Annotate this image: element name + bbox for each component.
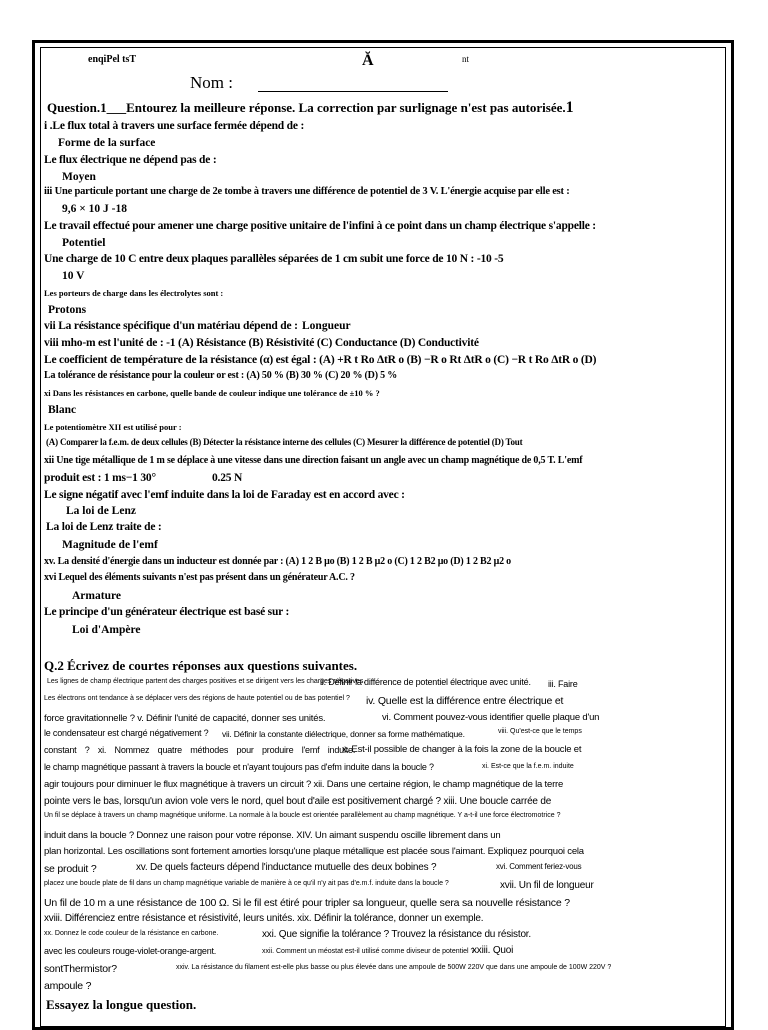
- q2-line: iv. Quelle est la différence entre électrique et: [366, 695, 564, 707]
- q1-answer: La loi de Lenz: [66, 505, 136, 517]
- q2-line: xxiii. Quoi: [472, 945, 514, 956]
- q1-answer: Blanc: [48, 404, 77, 416]
- q2-line: xi. Est-ce que la f.e.m. induite: [482, 763, 574, 770]
- q1-line: xvi Lequel des éléments suivants n'est pas présent dans un générateur A.C. ?: [44, 572, 355, 583]
- q2-line: vii. Définir la constante diélectrique, donner sa forme mathématique.: [222, 729, 465, 739]
- q2-line: x. Est-il possible de changer à la fois la zone de la boucle et: [342, 744, 582, 755]
- question-1-title-mark: 1: [565, 99, 574, 116]
- q2-line: agir toujours pour diminuer le flux magnétique à travers un circuit ? xii. Dans une certaine région, le champ magnétique de la terre: [44, 779, 564, 790]
- q2-line: Un fil de 10 m a une résistance de 100 Ω. Si le fil est étiré pour tripler sa longueur, quelle sera sa nouvelle résistance ?: [44, 897, 570, 909]
- question-1-title-text: Question.1___Entourez la meilleure réponse. La correction par surlignage n'est pas autorisée.: [47, 100, 566, 115]
- q1-line: iii Une particule portant une charge de 2e tombe à travers une différence de potentiel de 3 V. L'énergie acquise par elle est :: [44, 186, 570, 197]
- header-center-text: Ă: [362, 52, 374, 69]
- q2-line: Un fil se déplace à travers un champ magnétique uniforme. La normale à la boucle est orientée parallèlement au champ magnétique. Y a-t-il une force électromotrice ?: [44, 812, 561, 819]
- q2-line: vi. Comment pouvez-vous identifier quelle plaque d'un: [382, 712, 600, 723]
- q2-line: viii. Qu'est-ce que le temps: [498, 728, 582, 735]
- q1-answer: Armature: [72, 590, 121, 602]
- q1-line: 0.25 N: [212, 472, 243, 484]
- q1-answer: Loi d'Ampère: [72, 624, 141, 636]
- q1-answer: Moyen: [62, 171, 96, 183]
- q2-line: xviii. Différenciez entre résistance et résistivité, leurs unités. xix. Définir la tolérance, donner un exemple.: [44, 913, 484, 924]
- q1-line: Le principe d'un générateur électrique est basé sur :: [44, 606, 290, 618]
- q1-answer: Longueur: [302, 320, 351, 332]
- q1-line: La tolérance de résistance pour la couleur or est : (A) 50 % (B) 30 % (C) 20 % (D) 5 %: [44, 370, 398, 381]
- q2-line: avec les couleurs rouge-violet-orange-argent.: [44, 946, 217, 956]
- q1-line: vii La résistance spécifique d'un matériau dépend de :: [44, 320, 298, 332]
- header-right-text: nt: [462, 54, 470, 64]
- q2-line: le champ magnétique passant à travers la boucle et n'ayant toujours pas d'efm induite dans la boucle ?: [44, 762, 434, 772]
- q1-line: Le coefficient de température de la résistance (α) est égal : (A) +R t Ro ΔtR o (B) −R o Rt ΔtR o (C) −R t Ro ΔtR o (D): [44, 354, 597, 366]
- nom-underline: [258, 91, 448, 92]
- q1-answer: Protons: [48, 304, 87, 316]
- q1-answer: 10 V: [62, 270, 85, 282]
- question-1-title: [47, 99, 574, 117]
- q2-line: Les lignes de champ électrique partent des charges positives et se dirigent vers les charges négatives.: [47, 678, 366, 685]
- q1-line: i .Le flux total à travers une surface fermée dépend de :: [44, 120, 305, 132]
- q2-line: xxii. Comment un méostat est-il utilisé comme diviseur de potentiel ?: [262, 948, 475, 955]
- q2-line: ampoule ?: [44, 980, 92, 992]
- q1-answer: Magnitude de l'emf: [62, 539, 158, 551]
- question-3-title: Essayez la longue question.: [46, 997, 197, 1012]
- q1-answer: Forme de la surface: [58, 137, 156, 149]
- q2-line: xvi. Comment feriez-vous: [496, 862, 582, 871]
- q1-answer: Potentiel: [62, 237, 106, 249]
- nom-label: Nom :: [190, 73, 233, 92]
- q1-line: xv. La densité d'énergie dans un inducteur est donnée par : (A) 1 2 B μo (B) 1 2 B μ2 o (C) 1 2 B2 μo (D) 1 2 B2 μ2 o: [44, 556, 511, 567]
- header-left-text: enqiPel tsT: [88, 54, 137, 65]
- q2-line: se produit ?: [44, 863, 97, 875]
- q2-line: force gravitationnelle ? v. Définir l'unité de capacité, donner ses unités.: [44, 713, 326, 724]
- q1-line: viii mho-m est l'unité de : -1 (A) Résistance (B) Résistivité (C) Conductance (D) Conductivité: [44, 337, 479, 349]
- q1-line: Les porteurs de charge dans les électrolytes sont :: [44, 288, 224, 298]
- question-2-title: Q.2 Écrivez de courtes réponses aux questions suivantes.: [44, 658, 358, 673]
- q2-line: placez une boucle plate de fil dans un champ magnétique variable de manière à ce qu'il n'y ait pas d'e.m.f. induite dans la boucle ?: [44, 880, 449, 887]
- q1-answer: 9,6 × 10 J -18: [62, 203, 128, 215]
- q2-line: Les électrons ont tendance à se déplacer vers des régions de haute potentiel ou de bas potentiel ?: [44, 695, 350, 702]
- q2-line: xvii. Un fil de longueur: [500, 880, 594, 891]
- q2-line: le condensateur est chargé négativement ?: [44, 728, 209, 738]
- q2-line: xv. De quels facteurs dépend l'inductance mutuelle des deux bobines ?: [136, 862, 437, 873]
- q1-line: Le potentiomètre XII est utilisé pour :: [44, 422, 182, 432]
- q2-line: ii. Définir la différence de potentiel électrique avec unité.: [320, 677, 531, 687]
- q2-line: xx. Donnez le code couleur de la résistance en carbone.: [44, 930, 219, 937]
- q2-line: xxiv. La résistance du filament est-elle plus basse ou plus élevée dans une ampoule de 500W 220V que dans une ampoule de 100W 220V ?: [176, 964, 612, 971]
- q1-line: (A) Comparer la f.e.m. de deux cellules (B) Détecter la résistance interne des cellules (C) Mesurer la différence de potentiel (D) Tout: [46, 437, 523, 447]
- q1-line: xi Dans les résistances en carbone, quelle bande de couleur indique une tolérance de ±10 % ?: [44, 388, 380, 398]
- q1-line: Le signe négatif avec l'emf induite dans la loi de Faraday est en accord avec :: [44, 489, 405, 501]
- q2-line: iii. Faire: [548, 679, 578, 689]
- q1-line: Une charge de 10 C entre deux plaques parallèles séparées de 1 cm subit une force de 10 N : -10 -5: [44, 253, 504, 265]
- q1-line: produit est : 1 ms−1 30°: [44, 472, 156, 484]
- q2-line: pointe vers le bas, lorsqu'un avion vole vers le nord, quel bout d'aile est positivement chargé ? xiii. Une boucle carrée de: [44, 796, 552, 807]
- q2-line: plan horizontal. Les oscillations sont fortement amorties lorsqu'une plaque métallique est placée sous l'aimant. Expliquez pourquoi cela: [44, 846, 584, 857]
- q1-line: Le flux électrique ne dépend pas de :: [44, 154, 217, 166]
- q2-line: constant ? xi. Nommez quatre méthodes pour produire l'emf induite.: [44, 745, 356, 755]
- q2-line: induit dans la boucle ? Donnez une raison pour votre réponse. XIV. Un aimant suspendu oscille librement dans un: [44, 830, 501, 841]
- q1-line: La loi de Lenz traite de :: [46, 521, 162, 533]
- q1-line: Le travail effectué pour amener une charge positive unitaire de l'infini à ce point dans un champ électrique s'appelle :: [44, 220, 596, 232]
- q1-line: xii Une tige métallique de 1 m se déplace à une vitesse dans une direction faisant un angle avec un champ magnétique de 0,5 T. L'emf: [44, 455, 583, 466]
- q2-line: xxi. Que signifie la tolérance ? Trouvez la résistance du résistor.: [262, 929, 531, 940]
- q2-line: sontThermistor?: [44, 963, 117, 975]
